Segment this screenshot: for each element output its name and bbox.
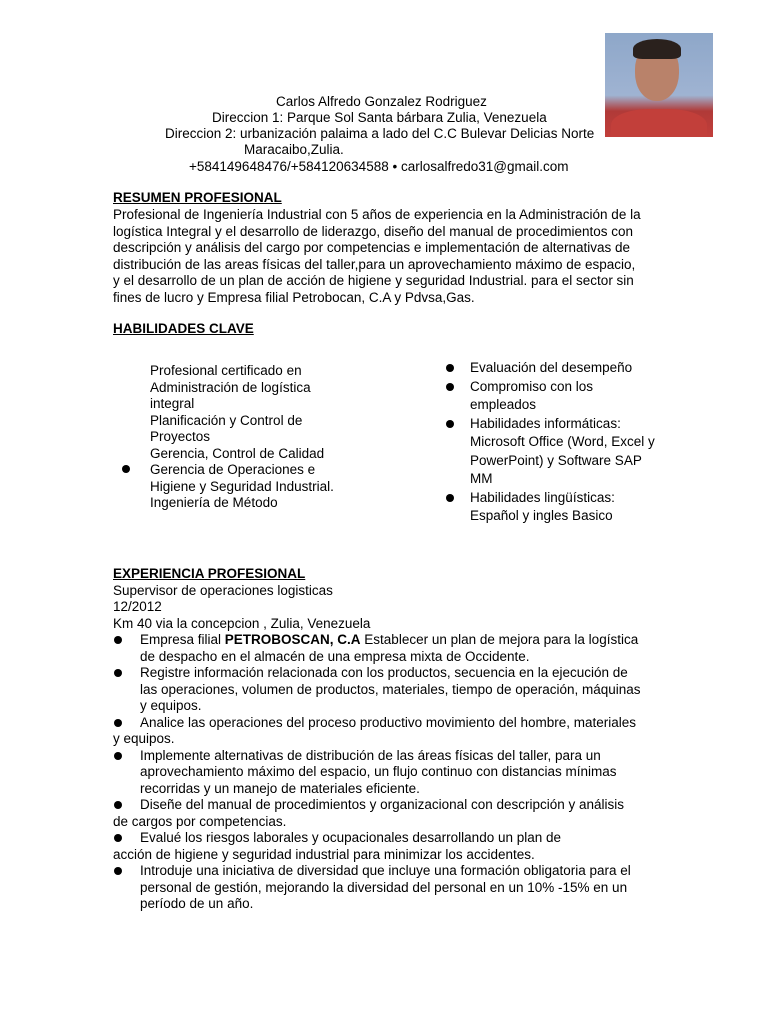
skill-item: [442, 359, 682, 378]
bullet-text: acción de higiene y seguridad industrial para minimizar los accidentes.: [113, 846, 535, 862]
bullet-icon: [114, 719, 122, 727]
photo-hair: [633, 39, 681, 59]
bullet-text: y equipos.: [140, 698, 202, 713]
experience-bullet: [113, 748, 673, 798]
bullet-text: y equipos.: [113, 731, 175, 746]
summary-line: Profesional de Ingeniería Industrial con 5 años de experiencia en la Administración de la: [113, 207, 641, 222]
skill-item: [442, 415, 682, 489]
bullet-text: Establecer un plan de mejora para la logística: [360, 632, 639, 647]
contact-line: +584149648476/+584120634588 • carlosalfredo31@gmail.com: [189, 159, 569, 174]
experience-bullet: [113, 830, 673, 863]
bullet-text: las operaciones, volumen de productos, materiales, tiempo de operación, máquinas: [140, 681, 641, 697]
summary-line: logística Integral y el desarrollo de liderazgo, diseño del manual de procedimientos con: [113, 223, 634, 239]
experience-bullet: [113, 715, 673, 748]
skill-line: Administración de logística: [150, 379, 311, 395]
bullet-text: Analice las operaciones del proceso productivo movimiento del hombre, materiales: [140, 714, 637, 730]
experience-bullet: [113, 632, 673, 665]
bullet-icon: [446, 420, 454, 428]
city-line: Maracaibo,Zulia.: [244, 142, 344, 157]
skill-line: Planificación y Control de: [150, 412, 303, 428]
summary-title: RESUMEN PROFESIONAL: [113, 190, 282, 205]
bullet-text: Registre información relacionada con los productos, secuencia en la ejecución de: [140, 665, 628, 680]
bullet-icon: [114, 834, 122, 842]
skill-item-line: empleados: [470, 397, 537, 412]
job-position: Supervisor de operaciones logisticas: [113, 582, 333, 598]
bullet-icon: [114, 867, 122, 875]
skill-line: Ingeniería de Método: [150, 495, 278, 510]
address-line-2: Direccion 2: urbanización palaima a lado del C.C Bulevar Delicias Norte: [165, 126, 595, 141]
skill-line: Gerencia de Operaciones e: [150, 462, 316, 477]
skill-item-line: Compromiso con los: [470, 378, 594, 394]
bullet-text: recorridas y un manejo de materiales eficiente.: [140, 780, 420, 796]
skill-item-line: PowerPoint) y Software SAP: [470, 452, 642, 468]
experience-section: [113, 566, 673, 913]
skill-item-line: Evaluación del desempeño: [470, 360, 633, 375]
summary-line: y el desarrollo de un plan de acción de higiene y seguridad Industrial. para el sector sin: [113, 273, 634, 288]
bullet-text: Implemente alternativas de distribución de las áreas físicas del taller, para un: [140, 747, 601, 763]
experience-title: EXPERIENCIA PROFESIONAL: [113, 566, 306, 581]
skill-line: Profesional certificado en: [150, 363, 302, 378]
skill-item-line: Habilidades lingüísticas:: [470, 489, 615, 505]
bullet-icon: [114, 752, 122, 760]
job-date: 12/2012: [113, 599, 162, 614]
bullet-text: período de un año.: [140, 896, 254, 911]
photo-shirt: [611, 109, 707, 137]
summary-line: descripción y análisis del cargo por competencias e implementación de alternativas de: [113, 240, 631, 255]
bullet-icon: [114, 801, 122, 809]
skills-right-list: [442, 359, 682, 526]
summary-line: fines de lucro y Empresa filial Petrobocan, C.A y Pdvsa,Gas.: [113, 289, 475, 305]
experience-bullet: [113, 665, 673, 715]
skill-line: integral: [150, 396, 195, 411]
skill-item-line: Español y ingles Basico: [470, 508, 613, 523]
bullet-text: Introduje una iniciativa de diversidad que incluye una formación obligatoria para el: [140, 863, 631, 878]
skill-item-line: Habilidades informáticas:: [470, 415, 621, 431]
bullet-icon: [122, 465, 130, 473]
summary-paragraph: [113, 207, 658, 306]
job-location: Km 40 via la concepcion , Zulia, Venezuela: [113, 615, 371, 631]
skill-line: Gerencia, Control de Calidad: [150, 445, 325, 461]
bullet-icon: [446, 494, 454, 502]
bullet-icon: [114, 669, 122, 677]
bullet-text: de despacho en el almacén de una empresa mixta de Occidente.: [140, 648, 530, 664]
bullet-text: Diseñe del manual de procedimientos y organizacional con descripción y análisis: [140, 797, 625, 812]
profile-photo: [605, 33, 713, 137]
bullet-icon: [446, 364, 454, 372]
summary-line: distribución de las areas físicas del taller,para un aprovechamiento máximo de espacio,: [113, 256, 636, 272]
skill-item: [442, 378, 682, 415]
skill-item-line: Microsoft Office (Word, Excel y: [470, 434, 655, 449]
skills-title: HABILIDADES CLAVE: [113, 321, 254, 336]
bullet-icon: [114, 636, 122, 644]
skill-line: Higiene y Seguridad Industrial.: [150, 478, 334, 494]
skill-item-line: MM: [470, 471, 493, 486]
bullet-text: Evalué los riesgos laborales y ocupacionales desarrollando un plan de: [140, 830, 562, 845]
bullet-text: personal de gestión, mejorando la diversidad del personal en un 10% -15% en un: [140, 879, 628, 895]
experience-bullet: [113, 863, 673, 913]
company-name: PETROBOSCAN, C.A: [224, 632, 361, 647]
candidate-name: Carlos Alfredo Gonzalez Rodriguez: [276, 94, 487, 109]
skills-left-list: [150, 363, 380, 512]
skill-item: [442, 489, 682, 526]
experience-bullet: [113, 797, 673, 830]
skill-line: Proyectos: [150, 429, 211, 444]
bullet-text: de cargos por competencias.: [113, 813, 287, 829]
bullet-text: aprovechamiento máximo del espacio, un flujo continuo con distancias mínimas: [140, 764, 617, 779]
address-line-1: Direccion 1: Parque Sol Santa bárbara Zulia, Venezuela: [212, 110, 547, 125]
bullet-text: Empresa filial: [140, 632, 225, 647]
bullet-icon: [446, 383, 454, 391]
